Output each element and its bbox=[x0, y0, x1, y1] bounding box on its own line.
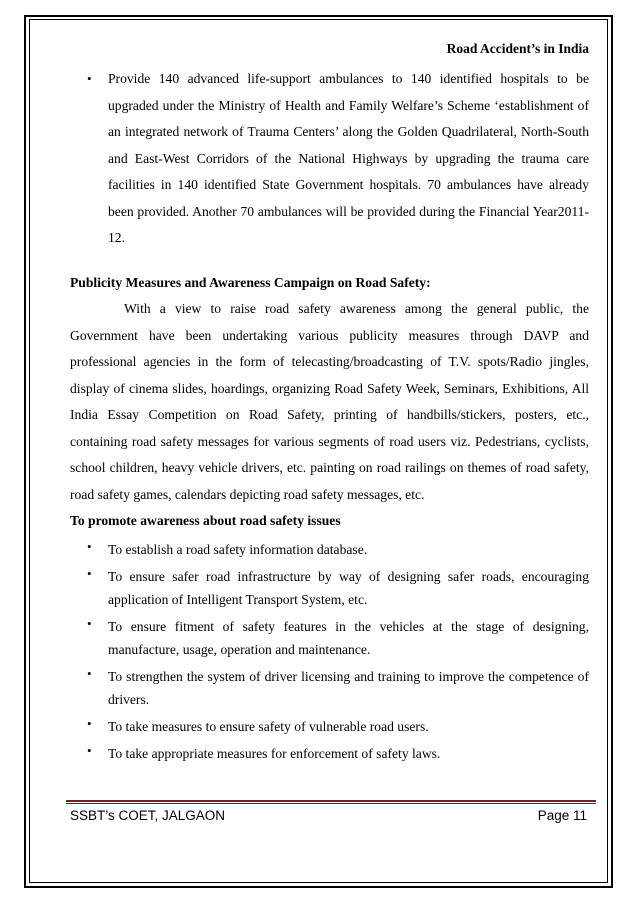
footer-rule-thin bbox=[66, 803, 596, 804]
list-item: • To take measures to ensure safety of vulnerable road users. bbox=[70, 712, 589, 739]
footer-institution: SSBT’s COET, JALGAON bbox=[70, 808, 226, 823]
list-item: • To ensure fitment of safety features in the vehicles at the stage of designing, manufacture, usage, operation and maintenance. bbox=[70, 612, 589, 662]
publicity-paragraph: With a view to raise road safety awareness among the general public, the Government have been undertaking various publicity measures through DAVP and professional agencies in the form of telecasting/broadcasting of T.V. spots/Radio jingles, display of cinema slides, hoardings, organizing Road Safety Week, Seminars, Exhibitions, All India Essay Competition on Road Safety, printing of handbills/stickers, posters, etc., containing road safety messages for various segments of road users viz. Pedestrians, cyclists, school children, heavy vehicle drivers, etc. painting on road railings on themes of road safety, road safety games, calendars depicting road safety messages, etc. bbox=[70, 301, 589, 502]
list-item: • To take appropriate measures for enforcement of safety laws. bbox=[70, 739, 589, 766]
section-heading-awareness: To promote awareness about road safety issues bbox=[70, 513, 341, 528]
running-header: Road Accident’s in India bbox=[446, 41, 589, 56]
intro-list bbox=[70, 66, 589, 252]
list-item: • Provide 140 advanced life-support ambulances to 140 identified hospitals to be upgraded under the Ministry of Health and Family Welfare’s Scheme ‘establishment of an integrated network of Trauma Centers’ along the Golden Quadrilateral, North-South and East-West Corridors of the National Highways by upgrading the trauma care facilities in 140 identified State Government hospitals. 70 ambulances have already been provided. Another 70 ambulances will be provided during the Financial Year2011-12. bbox=[70, 66, 589, 252]
awareness-list bbox=[70, 535, 589, 766]
footer-page-number: Page 11 bbox=[537, 808, 587, 823]
page-content bbox=[70, 66, 589, 766]
list-item: • To strengthen the system of driver licensing and training to improve the competence of drivers. bbox=[70, 662, 589, 712]
list-item: • To establish a road safety information database. bbox=[70, 535, 589, 562]
list-item: • To ensure safer road infrastructure by way of designing safer roads, encouraging application of Intelligent Transport System, etc. bbox=[70, 562, 589, 612]
footer-rule-thick bbox=[66, 800, 596, 802]
section-heading-publicity: Publicity Measures and Awareness Campaign on Road Safety: bbox=[70, 274, 431, 290]
